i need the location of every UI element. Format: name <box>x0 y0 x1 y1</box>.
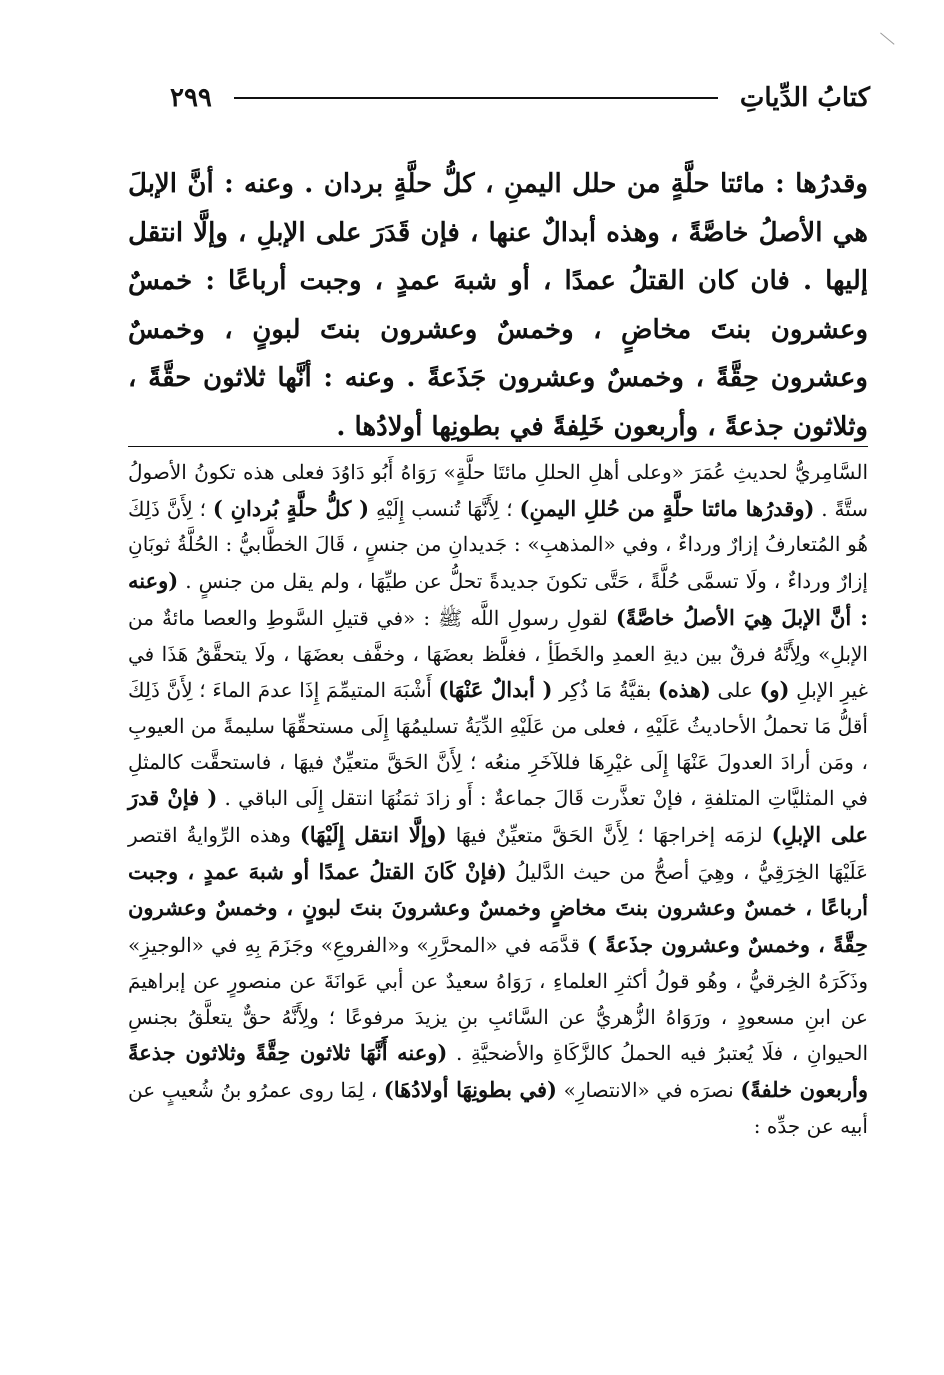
quoted-matn-segment: (وعنه أَنَّهَا ثلاثون حِقَّةً وثلاثون جذعةً وأربعون خلفةً) <box>128 1040 869 1102</box>
quoted-matn-segment: (هذه) <box>657 677 711 703</box>
commentary-segment: ، لِمَا روى عمرُو بنُ شُعيبٍ عن أبيه عن جدِّه : <box>128 1077 868 1138</box>
quoted-matn-segment: (وقدرُها مائتا حلَّةٍ من حُللِ اليمنِ) <box>519 495 815 521</box>
page-number: ٢٩٩ <box>170 83 212 113</box>
commentary-segment: ؛ لِأَنَّ ذَلِكَ هُو المُتعارفُ إزارٌ ورداءٌ ، وفي «المذهبِ» : جَديدانِ من جنسٍ ، قَالَ الخطَّابيُّ : الحُلَّةُ ثوبَانِ إزارٌ ورداءٌ ، ولَا تسمَّى حُلَّةً ، حَتَّى تكونَ جديدةً تحلُّ عن طيِّهَا ، ولم يقل من جنسٍ . <box>128 496 868 594</box>
separator-rule <box>128 446 868 447</box>
running-header <box>170 78 870 118</box>
commentary-text <box>128 455 868 1144</box>
scan-mark <box>879 32 894 45</box>
commentary-segment: ؛ لِأَنَّهَا تُنسب إِلَيْهِ <box>369 496 520 521</box>
quoted-matn-segment: (في بطونِهَا أولادُهَا) <box>383 1076 557 1102</box>
commentary-segment: على <box>710 678 760 703</box>
book-title: كتابُ الدِّياتِ <box>739 83 870 113</box>
commentary-segment: السَّامِريُّ لحديثِ عُمَرَ «وعلى أهلِ الحللِ مائتَا حلَّةٍ» رَوَاهُ أَبُو دَاوُدَ فعلى هذه تكونُ الأصولُ ستَّةً . <box>128 460 869 521</box>
commentary-segment: لقولِ رسولِ اللَّه ﷺ : «في قتيلِ السَّوطِ والعصا مائةٌ من الإبلِ» ولِأَنَّهُ فرقٌ بين ديةِ العمدِ والخَطَأِ ، فغلَّظ بعضَهَا ، وخفَّف بعضَهَا ، ولَا يتحقَّقُ هَذَا في غيرِ الإبلِ <box>128 605 869 703</box>
header-rule <box>234 97 718 99</box>
quoted-matn-segment: (فإنْ كَانَ القتلُ عمدًا أو شبهَ عمدٍ ، وجبت أرباعًا ، خمسٌ وعشرون بنتَ مخاضٍ وخمسٌ وعشرونَ بنتَ لبونٍ ، وخمسٌ وعشرون حِقَّةً ، وخمسٌ وعشرون جذَعةً ) <box>128 858 868 958</box>
quoted-matn-segment: ( فإنْ قدرَ على الإبلِ) <box>128 785 868 848</box>
quoted-matn-segment: (وعنه : أنَّ الإبلَ هِيَ الأصلُ خاصَّةً) <box>128 568 869 630</box>
quoted-matn-segment: ( أبدالٌ عَنْهَا) <box>438 677 553 703</box>
quoted-matn-segment: (وإلَّا انتقل إِلَيْهَا) <box>299 822 447 848</box>
commentary-segment: أَشْبَهَ المتيمِّمَ إِذَا عدمَ الماءَ ؛ لِأَنَّ ذَلِكَ أقلُّ مَا تحملُ الأحاديثُ عَلَيْهِ ، فعلى من عَلَيْهِ الدِّيَةُ تسليمُهَا إِلَى مستحقِّهَا سليمةً من العيوبِ ، ومَن أرادَ العدولَ عَنْهَا إِلَى غيْرِهَا فللآخَرِ منعُه ؛ لِأَنَّ الحَقَّ متعيِّنٌ فيهَا ، فاستحقَّت كالمثلِ في المثليَّاتِ المتلفةِ ، فإنْ تعذَّرت قَالَ جماعةٌ : أَو زادَ ثمَنُهَا انتقل إِلَى الباقي . <box>128 678 868 811</box>
commentary-segment: وهذه الرِّوايةُ اقتصر عَلَيْهَا الخِرَقِيُّ ، وهِيَ أصحُّ من حيث الدَّليلُ <box>128 823 868 884</box>
commentary-segment: لزمَه إخراجهَا ؛ لِأَنَّ الحَقَّ متعيِّنٌ فيهَا <box>446 823 772 848</box>
commentary-segment: قدَّمَه في «المحرَّرِ» و«الفروعِ» وجَزَمَ بِهِ في «الوجيزِ» وذَكَرَهُ الخِرقيُّ ، وهُو قولُ أكثرِ العلماءِ ، رَوَاهُ سعيدٌ عن أبي عَوانَةَ عن منصورٍ عن إبراهيمَ عن ابنِ مسعودٍ ، ورَوَاهُ الزُّهريُّ عن السَّائبِ بنِ يزيدَ مرفوعًا ؛ ولِأَنَّهُ حقٌّ يتعلَّقُ بجنسِ الحيوانِ ، فلَا يُعتبرُ فيه الحملُ كالزَّكَاةِ والأضحيَّةِ . <box>128 933 869 1066</box>
commentary-segment: بقيَّةُ مَا ذُكِر <box>552 678 658 703</box>
quoted-matn-segment: ( كلُّ حلَّةٍ بُردانِ ) <box>212 495 370 521</box>
main-text: وقدرُها : مائتا حلَّةٍ من حلل اليمنِ ، كلُّ حلَّةٍ بردان . وعنه : أنَّ الإبلَ هي الأصلُ خاصَّةً ، وهذه أبدالٌ عنها ، فإن قَدَرَ على الإبلِ ، وإلَّا انتقل إليها . فان كان القتلُ عمدًا ، أو شبهَ عمدٍ ، وجبت أرباعًا : خمسٌ وعشرون بنتَ مخاضٍ ، وخمسٌ وعشرون بنتَ لبونٍ ، وخمسٌ وعشرون حِقَّةً ، وخمسٌ وعشرون جَذَعةً . وعنه : أنَّها ثلاثون حقَّةً ، وثلاثون جذعةً ، وأربعون خَلِفةً في بطونِها أولادُها . <box>128 169 868 442</box>
quoted-matn-segment: (و) <box>759 677 790 703</box>
commentary-segment: نصرَه في «الانتصارِ» <box>557 1077 741 1102</box>
